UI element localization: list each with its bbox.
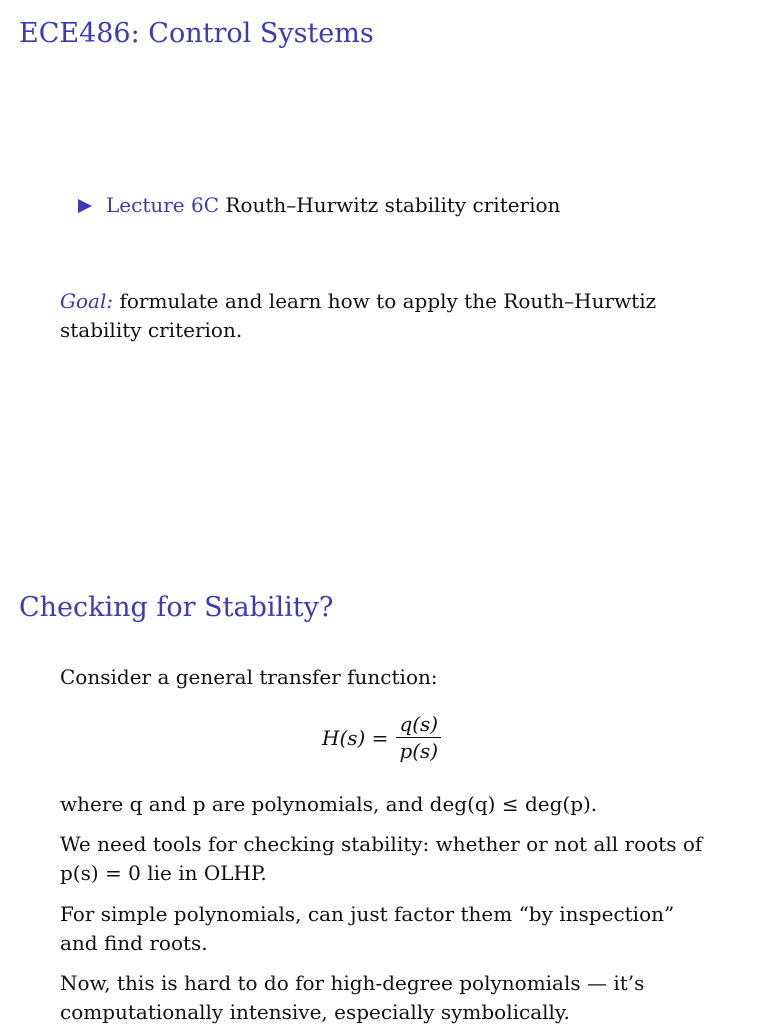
equation-denominator: p(s): [399, 739, 439, 763]
triangle-bullet-icon: [78, 199, 92, 213]
equation-lhs: H(s) =: [322, 725, 389, 750]
section-title: Checking for Stability?: [19, 592, 334, 623]
goal-paragraph: [60, 287, 710, 345]
equation-fraction: [396, 712, 441, 763]
equation-numerator: q(s): [396, 712, 441, 738]
simple-paragraph: For simple polynomials, can just factor them “by inspection” and find roots.: [60, 902, 675, 955]
lecture-topic: Routh–Hurwitz stability criterion: [225, 193, 561, 217]
tools-paragraph: We need tools for checking stability: whether or not all roots of p(s) = 0 lie in OLHP.: [60, 832, 703, 885]
slide-title: ECE486: Control Systems: [19, 18, 374, 49]
transfer-function-equation: [322, 712, 441, 763]
hard-paragraph: Now, this is hard to do for high-degree polynomials — it’s computationally intensive, especially symbolically.: [60, 971, 645, 1024]
lecture-label: Lecture 6C: [106, 193, 220, 217]
goal-label: Goal:: [60, 289, 114, 313]
lecture-bullet: [78, 193, 560, 217]
where-paragraph: where q and p are polynomials, and deg(q) ≤ deg(p).: [60, 792, 598, 816]
intro-paragraph: Consider a general transfer function:: [60, 665, 438, 689]
goal-text: formulate and learn how to apply the Routh–Hurwtiz stability criterion.: [60, 289, 657, 342]
